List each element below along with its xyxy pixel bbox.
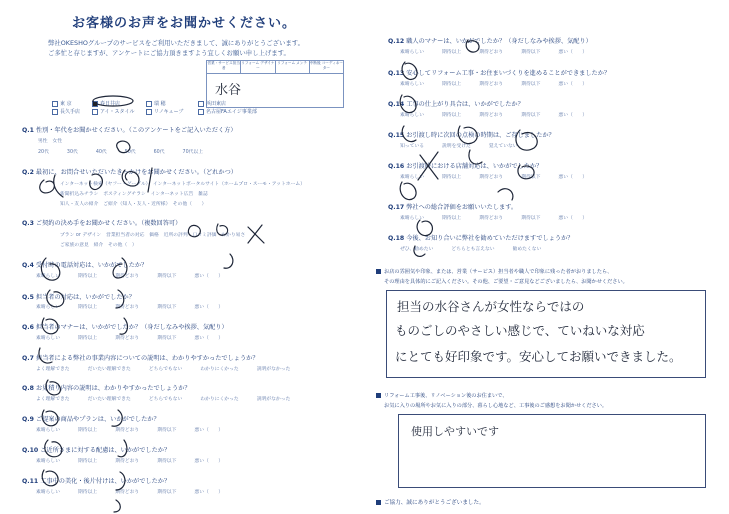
circle-mark	[217, 224, 228, 235]
q16-options: 素晴らしい 期待以上 期待どおり 期待以下 悪い（ ）	[400, 175, 588, 180]
question-14: Q.14 工事の仕上がり具合は、いかがでしたか？	[388, 101, 524, 108]
intro-line-2: ご多忙と存じますが、アンケートにご協力頂きますよう宜しくお願い申し上げます。	[48, 49, 290, 57]
store-option[interactable]: リノキューブ	[146, 108, 183, 115]
intro-line-1: 弊社OKESHOグループのサービスをご利用いただきまして、誠にありがとうございます。	[48, 39, 305, 47]
staff-name-handwritten: 水谷	[215, 83, 242, 98]
circle-mark	[117, 141, 130, 153]
question-10: Q.10 ご近所さまに対する配慮は、いかがでしたか？	[22, 447, 171, 454]
staff-header: 中断後 コーディネーター	[309, 61, 343, 70]
question-13: Q.13 安心してリフォーム工事・お住まいづくりを進めることができましたか？	[388, 70, 611, 77]
question-18: Q.18 今後、お知り合いに弊社を勧めていただけますでしょうか？	[388, 235, 574, 242]
question-6: Q.6 担当者のマナーは、いかがでしたか？（身だしなみや挨拶、気配り）	[22, 324, 228, 331]
q2-options-row1: インターネット検索（ヤフー・グーグル） インターネットポータルサイト（ホームプロ・スーモ・アットホーム）	[60, 182, 306, 187]
q4-options: 素晴らしい 期待以上 期待どおり 期待以下 悪い（ ）	[36, 274, 224, 279]
store-option[interactable]: 東 京	[52, 100, 72, 107]
scribble-mark	[148, 168, 152, 192]
scribble-mark	[400, 62, 438, 256]
q7-options: よく理解できた だいたい理解できた どちらでもない わかりにくかった 説明がなかった	[36, 367, 291, 372]
survey-title: お客様のお声をお聞かせください。	[72, 16, 297, 31]
q13-options: 素晴らしい 期待以上 期待どおり 期待以下 悪い（ ）	[400, 82, 588, 87]
q14-options: 素晴らしい 期待以上 期待どおり 期待以下 悪い（ ）	[400, 113, 588, 118]
store-option[interactable]: アイ・スタイル	[92, 108, 134, 115]
comment1-text-line-2: ものごしのやさしい感じで、ていねいな対応	[395, 323, 645, 338]
question-12: Q.12 職人のマナーは、いかがでしたか？（身だしなみや挨拶、気配り）	[388, 38, 592, 45]
staff-header: リフォーム メンテ	[276, 61, 310, 73]
circle-mark	[188, 225, 200, 236]
q18-options: ぜひ、勧めたい どちらとも言えない 勧めたくない	[400, 247, 542, 252]
q9-options: 素晴らしい 期待以上 期待どおり 期待以下 悪い（ ）	[36, 428, 224, 433]
q3-options-row1: プラン or デザイン 営業担当者の対応 価格 近所の評判 口コミ評価 わかり易さ	[60, 233, 246, 238]
q8-options: よく理解できた だいたい理解できた どちらでもない わかりにくかった 説明がなかった	[36, 397, 291, 402]
circle-mark	[466, 40, 479, 52]
q17-options: 素晴らしい 期待以上 期待どおり 期待以下 悪い（ ）	[400, 216, 588, 221]
circle-mark	[93, 96, 133, 106]
scribble-mark	[498, 189, 513, 200]
question-7: Q.7 担当者による弊社の事業内容についての説明は、わかりやすかったでしょうか？	[22, 355, 259, 362]
comment1-prompt-line-1: お店の雰囲気や印象、または、営業（サービス）担当者や職人で印象に残った者がおりましたら、	[376, 268, 612, 275]
scribble-mark	[516, 130, 537, 179]
question-16: Q.16 お引渡時における店舗対応は、いかがでしたか？	[388, 163, 543, 170]
scribble-mark	[122, 170, 139, 186]
q6-options: 素晴らしい 期待以上 期待どおり 期待以下 悪い（ ）	[36, 336, 224, 341]
scribble-mark	[40, 175, 63, 197]
question-17: Q.17 弊社への総合評価をお願いいたします。	[388, 204, 518, 211]
q2-options-row2: 新聞折込みチラシ ポスティングチラシ インターネット広告 雑誌	[60, 192, 208, 197]
question-11: Q.11 工事中の美化・後片付けは、いかがでしたか？	[22, 478, 171, 485]
scribble-mark	[224, 254, 233, 268]
staff-header: 営業・サービス担当者	[207, 61, 241, 73]
question-4: Q.4 受付時の電話対応は、いかがでしたか？	[22, 262, 148, 269]
q5-options: 素晴らしい 期待以上 期待どおり 期待以下 悪い（ ）	[36, 305, 224, 310]
scribble-mark	[112, 258, 127, 512]
store-option[interactable]: 春日井店	[92, 100, 120, 107]
question-15: Q.15 お引渡し時に次回の点検の時期は、ご存じましたか？	[388, 132, 555, 139]
question-8: Q.8 お見積り内容の説明は、わかりやすかったでしょうか？	[22, 385, 191, 392]
scribble-mark	[90, 174, 103, 189]
question-9: Q.9 ご提案の商品やプランは、いかがでしたか？	[22, 416, 160, 423]
question-3: Q.3 ご契約の決め手をお聞かせください。（複数回答可）	[22, 220, 182, 227]
footer-thanks: ご協力、誠にありがとうございました。	[376, 498, 485, 506]
scribble-mark	[39, 258, 64, 486]
comment1-text-line-3: にとても好印象です。安心してお願いできました。	[395, 349, 682, 364]
q15-options: 知っている 説明を受けた 覚えていない	[400, 144, 518, 149]
comment2-text: 使用しやすいです	[411, 425, 499, 438]
q10-options: 素晴らしい 期待以上 期待どおり 期待以下 悪い（ ）	[36, 459, 224, 464]
q12-options: 素晴らしい 期待以上 期待どおり 期待以下 悪い（ ）	[400, 50, 588, 55]
question-5: Q.5 担当者の対応は、いかがでしたか？	[22, 294, 135, 301]
q1-options: 男性 女性	[38, 139, 63, 144]
comment1-prompt-line-2: その理由を具体的にご記入ください。その他、ご要望・ご意見などございましたら、お聞かせください。	[384, 279, 628, 285]
comment2-prompt-line-1: リフォーム工事後、リノベーション後のお住まいで、	[376, 392, 508, 399]
comment2-prompt-line-2: お気に入りの場所やお気に入りの部分、暮らし心地など、工事後のご感想をお聞かせください。	[384, 403, 608, 409]
q1-age-options: 20代 30代 40代 50代 60代 70代以上	[38, 150, 204, 155]
q2-options-row3: 知人・友人の紹介 ご紹介（知人・友人・近所様） その他（ ）	[60, 202, 207, 207]
q3-options-row2: ご家族の意見 紹介 その他（ ）	[60, 243, 137, 248]
staff-header: リフォーム デザイナー	[241, 61, 275, 73]
question-1: Q.1 性別・年代をお聞かせください。（このアンケートをご記入いただく方）	[22, 127, 237, 134]
store-option[interactable]: 瑞 穂	[146, 100, 166, 107]
store-option[interactable]: 名古屋FAエイジ事業部	[198, 108, 257, 115]
question-2: Q.2 最初に、お問合せいただいたきっかけをお聞かせください。（どれかつ）	[22, 169, 237, 176]
q11-options: 素晴らしい 期待以上 期待どおり 期待以下 悪い（ ）	[36, 490, 224, 495]
store-option[interactable]: 長久手店	[52, 108, 80, 115]
comment1-text-line-1: 担当の水谷さんが女性ならではの	[397, 299, 585, 314]
scribble-mark	[458, 126, 482, 164]
cross-mark	[248, 225, 264, 243]
store-option[interactable]: 浜田東店	[198, 100, 226, 107]
